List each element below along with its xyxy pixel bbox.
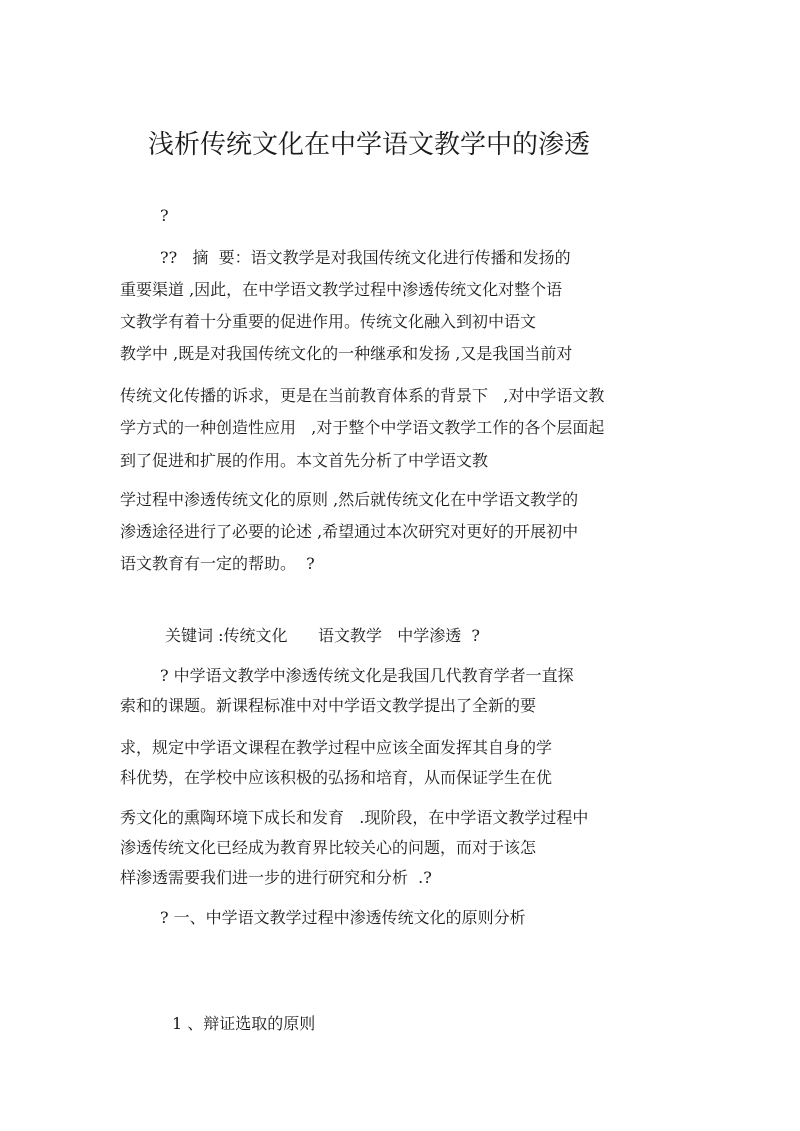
abstract-line: 语文教育有一定的帮助。 ? xyxy=(120,554,315,573)
abstract-line: 学过程中渗透传统文化的原则 ,然后就传统文化在中学语文教学的 xyxy=(120,490,579,509)
keywords-line: 关键词 :传统文化 语文教学 中学渗透 ? xyxy=(165,626,481,645)
abstract-line: ?? 摘 要：语文教学是对我国传统文化进行传播和发扬的 xyxy=(160,248,571,267)
abstract-line: 教学中 ,既是对我国传统文化的一种继承和发扬 ,又是我国当前对 xyxy=(120,344,573,363)
document-title: 浅析传统文化在中学语文教学中的渗透 xyxy=(148,130,591,160)
intro-line: 索和的课题。新课程标准中对中学语文教学提出了全新的要 xyxy=(120,696,537,715)
question-marker: ? xyxy=(160,206,169,225)
abstract-line: 到了促进和扩展的作用。本文首先分析了中学语文教 xyxy=(120,451,489,470)
intro-line: 求，规定中学语文课程在教学过程中应该全面发挥其自身的学 xyxy=(120,738,553,757)
intro-line: 样渗透需要我们进一步的进行研究和分析 .? xyxy=(120,868,432,887)
abstract-line: 渗透途径进行了必要的论述 ,希望通过本次研究对更好的开展初中 xyxy=(120,522,579,541)
abstract-line: 文教学有着十分重要的促进作用。传统文化融入到初中语文 xyxy=(120,312,537,331)
subsection-heading: 1 、辩证选取的原则 xyxy=(172,1014,316,1033)
intro-line: 科优势，在学校中应该积极的弘扬和培育，从而保证学生在优 xyxy=(120,768,553,787)
abstract-line: 重要渠道 ,因此，在中学语文教学过程中渗透传统文化对整个语 xyxy=(120,280,563,299)
abstract-line: 学方式的一种创造性应用 ,对于整个中学语文教学工作的各个层面起 xyxy=(120,418,605,437)
intro-line: 秀文化的熏陶环境下成长和发育 .现阶段，在中学语文教学过程中 xyxy=(120,808,589,827)
intro-line: 渗透传统文化已经成为教育界比较关心的问题，而对于该怎 xyxy=(120,838,537,857)
abstract-line: 传统文化传播的诉求，更是在当前教育体系的背景下 ,对中学语文教 xyxy=(120,386,605,405)
intro-line: ? 中学语文教学中渗透传统文化是我国几代教育学者一直探 xyxy=(160,666,574,685)
section-heading: ? 一、中学语文教学过程中渗透传统文化的原则分析 xyxy=(160,908,526,927)
